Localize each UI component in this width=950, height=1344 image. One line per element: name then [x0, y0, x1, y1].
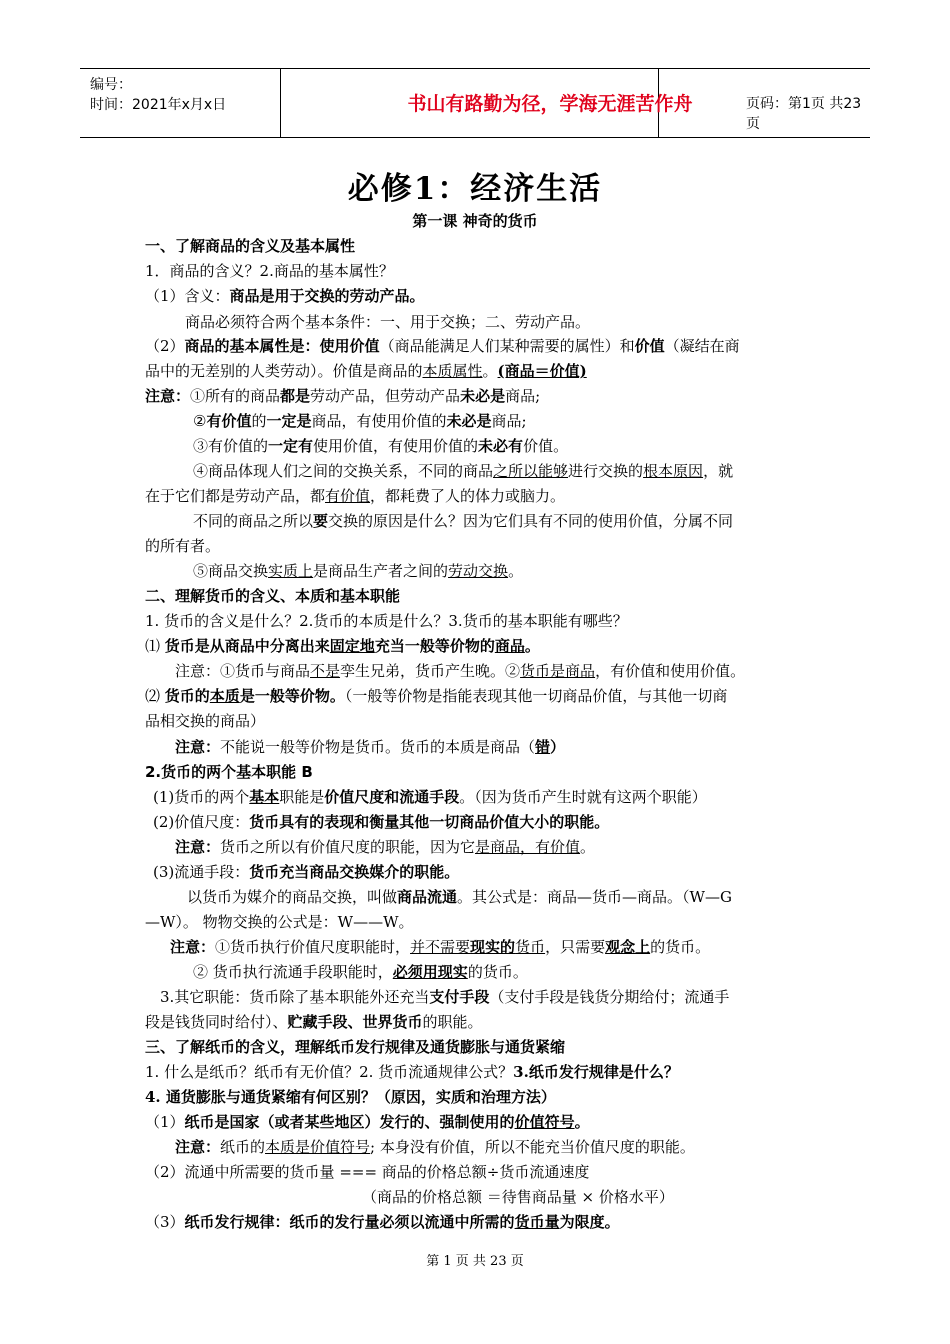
- text-segment: 。: [524, 637, 540, 655]
- text-segment: 3.纸币发行规律是什么？: [513, 1063, 679, 1081]
- text-segment: ②: [193, 412, 207, 430]
- text-segment: 的货币。: [467, 963, 528, 981]
- text-segment: 贮藏手段、世界货币: [287, 1013, 423, 1031]
- text-segment: 3.其它职能：货币除了基本职能外还充当: [160, 988, 430, 1006]
- text-segment: 纸币是国家（或者某些地区）发行的、强制使用的: [184, 1113, 515, 1131]
- text-segment: 根本原因: [643, 462, 704, 480]
- header-page-info: 页码：第1页 共23页: [746, 96, 862, 132]
- text-segment: 注意：: [175, 738, 221, 756]
- text-segment: ①所有的商品: [190, 387, 281, 405]
- text-segment: 商品流通: [397, 888, 458, 906]
- text-segment: 价值尺度和流通手段: [324, 788, 460, 806]
- text-segment: 进行交换的: [568, 462, 644, 480]
- lesson-subtitle: 第一课 神奇的货币: [412, 212, 538, 230]
- text-segment: 注意：: [175, 1138, 221, 1156]
- text-segment: 未必是: [446, 412, 492, 430]
- text-segment: 未必是: [460, 387, 506, 405]
- text-segment: 都是: [280, 387, 311, 405]
- text-line: [175, 1137, 695, 1157]
- text-segment: 。: [482, 362, 498, 380]
- text-segment: 现实: [437, 963, 468, 981]
- text-line: [362, 1187, 674, 1207]
- text-segment: 纸币的: [220, 1138, 266, 1156]
- text-segment: 商品是用于交换的劳动产品。: [229, 287, 425, 305]
- text-line: [193, 561, 523, 581]
- text-segment: 货币是从商品中分离出来: [164, 637, 330, 655]
- text-segment: 为限度。: [559, 1213, 620, 1231]
- page-title: 必修1：经济生活: [347, 171, 603, 207]
- text-segment: 的货币。: [650, 938, 711, 956]
- text-segment: 一定有: [268, 437, 314, 455]
- text-segment: 以货币为媒介的商品交换，叫做: [187, 888, 398, 906]
- text-line: [193, 461, 733, 481]
- text-segment: 使用价值，有使用价值的: [313, 437, 479, 455]
- section-heading: [145, 236, 355, 256]
- text-segment: （支付手段是钱货分期给付；流通手: [489, 988, 730, 1006]
- text-segment: 本质: [209, 687, 240, 705]
- text-segment: 孪生兄弟，货币产生晚。②: [340, 662, 521, 680]
- header-divider: [280, 69, 281, 137]
- text-segment: 注意：: [170, 938, 216, 956]
- text-segment: 本质属性: [422, 362, 483, 380]
- text-segment: 品相交换的商品）: [145, 712, 266, 730]
- text-segment: 错: [535, 738, 551, 756]
- text-segment: 一、了解商品的含义及基本属性: [145, 237, 356, 255]
- text-line: [193, 962, 528, 982]
- text-segment: 本质是价值符号: [265, 1138, 371, 1156]
- text-segment: 注意：: [175, 838, 221, 856]
- text-segment: 并不需要: [410, 938, 471, 956]
- text-segment: 商品的基本属性是：使用价值: [184, 337, 380, 355]
- text-segment: 货币量: [514, 1213, 560, 1231]
- text-segment: ，都耗费了人的体力或脑力。: [370, 487, 566, 505]
- text-segment: 要: [313, 512, 329, 530]
- text-segment: 不能说一般等价物是货币。货币的本质是商品（: [220, 738, 536, 756]
- text-segment: 的所有者。: [145, 537, 221, 555]
- text-segment: 1. 货币的含义是什么？2.货币的本质是什么？3.货币的基本职能有哪些？: [145, 612, 628, 630]
- doc-number-label: 编号：: [90, 77, 132, 93]
- text-segment: （一般等价物是指能表现其他一切商品价值，与其他一切商: [344, 687, 728, 705]
- text-segment: 劳动产品，但劳动产品: [310, 387, 461, 405]
- text-line: [145, 1087, 556, 1107]
- text-segment: 货币: [515, 938, 546, 956]
- text-segment: 的职能。: [422, 1013, 483, 1031]
- text-segment: 实质上: [268, 562, 314, 580]
- text-line: [145, 1012, 483, 1032]
- text-segment: （商品能满足人们某种需要的属性）和: [379, 337, 635, 355]
- text-line: [160, 987, 729, 1007]
- text-segment: ; 本身没有价值，所以不能充当价值尺度的职能。: [370, 1138, 695, 1156]
- text-segment: ，就: [703, 462, 734, 480]
- text-line: [145, 636, 540, 656]
- text-line: [187, 887, 732, 907]
- text-segment: ，有价值和使用价值。: [595, 662, 746, 680]
- text-line: [145, 1062, 679, 1082]
- section-heading: [145, 762, 313, 782]
- text-segment: (1)货币的两个: [153, 788, 250, 806]
- text-line: [145, 536, 220, 556]
- text-segment: 1. 什么是纸币？纸币有无价值？2. 货币流通规律公式？: [145, 1063, 514, 1081]
- text-segment: 商品: [494, 637, 525, 655]
- text-segment: 充当一般等价物的: [374, 637, 495, 655]
- text-segment: ② 货币执行流通手段职能时，: [193, 963, 393, 981]
- text-segment: （2）流通中所需要的货币量 === 商品的价格总额÷货币流通速度: [145, 1163, 590, 1181]
- text-line: [175, 661, 745, 681]
- document-header: [80, 68, 870, 138]
- text-segment: 二、理解货币的含义、本质和基本职能: [145, 587, 401, 605]
- text-segment: 是商品，有价值: [475, 838, 581, 856]
- text-segment: 三、了解纸币的含义，理解纸币发行规律及通货膨胀与通货紧缩: [145, 1038, 566, 1056]
- text-segment: 一定是: [266, 412, 312, 430]
- text-segment: 现实的: [470, 938, 516, 956]
- text-segment: 纸币发行规律：纸币的发行量必须以流通中所需的: [184, 1213, 515, 1231]
- text-line: [193, 411, 527, 431]
- text-segment: 必须用: [392, 963, 438, 981]
- text-segment: 货币的: [164, 687, 210, 705]
- text-line: [145, 711, 265, 731]
- text-segment: ，只需要: [545, 938, 606, 956]
- text-segment: 不是: [310, 662, 341, 680]
- text-line: [145, 1212, 620, 1232]
- text-line: [145, 1162, 589, 1182]
- text-segment: 2.货币的两个基本职能 B: [145, 763, 313, 781]
- text-segment: 段是钱货同时给付）、: [145, 1013, 288, 1031]
- text-segment: 固定地: [329, 637, 375, 655]
- text-line: [145, 336, 740, 356]
- text-line: [145, 386, 540, 406]
- header-motto: 书山有路勤为径，学海无涯苦作舟: [407, 93, 693, 115]
- text-segment: （凝结在商: [664, 337, 740, 355]
- text-segment: —W）。 物物交换的公式是：W——W。: [145, 913, 414, 931]
- text-segment: 价值。: [523, 437, 569, 455]
- text-segment: 不同的商品之所以: [193, 512, 314, 530]
- doc-time-label: 时间：2021年x月x日: [90, 97, 227, 113]
- text-line: [145, 361, 587, 381]
- text-line: [145, 261, 394, 281]
- text-segment: （3）: [145, 1213, 185, 1231]
- text-segment: 货币具有的表现和衡量其他一切商品价值大小的职能。: [249, 813, 610, 831]
- text-segment: 支付手段: [429, 988, 490, 1006]
- page-footer: 第 1 页 共 23 页: [426, 1254, 524, 1269]
- text-segment: 。（因为货币产生时就有这两个职能）: [459, 788, 707, 806]
- text-segment: 在于它们都是劳动产品，都: [145, 487, 326, 505]
- text-segment: 观念上: [605, 938, 651, 956]
- text-segment: ④商品体现人们之间的交换关系，不同的商品: [193, 462, 494, 480]
- text-segment: 基本: [249, 788, 280, 806]
- section-heading: [145, 586, 400, 606]
- text-line: [193, 511, 733, 531]
- text-segment: 商品，有使用价值的: [311, 412, 447, 430]
- text-segment: ①货币执行价值尺度职能时，: [215, 938, 411, 956]
- text-segment: 注意：①货币与商品: [175, 662, 311, 680]
- text-line: [145, 1112, 590, 1132]
- text-segment: 商品;: [505, 387, 541, 405]
- section-heading: [145, 1037, 565, 1057]
- text-segment: 1．商品的含义？2.商品的基本属性？: [145, 262, 394, 280]
- text-line: [145, 912, 414, 932]
- text-segment: 价值: [634, 337, 665, 355]
- text-segment: (3)流通手段：: [153, 863, 250, 881]
- text-segment: （2）: [145, 337, 185, 355]
- header-meta: [90, 75, 226, 115]
- text-line: [193, 436, 568, 456]
- text-segment: ⑴: [145, 637, 165, 655]
- text-segment: 之所以能够: [493, 462, 569, 480]
- text-segment: ）: [550, 738, 566, 756]
- text-segment: 是一般等价物。: [239, 687, 345, 705]
- text-line: [170, 937, 710, 957]
- text-line: [175, 837, 595, 857]
- text-segment: 职能是: [279, 788, 325, 806]
- text-segment: 有价值: [206, 412, 252, 430]
- text-line: [153, 812, 609, 832]
- text-line: [153, 787, 707, 807]
- text-segment: 货币充当商品交换媒介的职能。: [249, 863, 460, 881]
- text-segment: ⑤商品交换: [193, 562, 269, 580]
- text-segment: 。其公式是：商品—货币—商品。（W—G: [457, 888, 732, 906]
- text-segment: 货币之所以有价值尺度的职能，因为它: [220, 838, 476, 856]
- text-segment: 有价值: [325, 487, 371, 505]
- text-segment: 。: [580, 838, 596, 856]
- text-segment: 。: [574, 1113, 590, 1131]
- text-line: [175, 737, 565, 757]
- text-segment: （1）含义：: [145, 287, 230, 305]
- text-segment: 的: [251, 412, 267, 430]
- text-segment: 商品;: [491, 412, 527, 430]
- text-line: [153, 862, 459, 882]
- text-segment: 品中的无差别的人类劳动）。价值是商品的: [145, 362, 423, 380]
- text-segment: 价值符号: [514, 1113, 575, 1131]
- text-line: [185, 312, 590, 332]
- text-segment: （商品的价格总额 ＝待售商品量 × 价格水平）: [362, 1188, 674, 1206]
- text-segment: 劳动交换: [448, 562, 509, 580]
- text-segment: ⑵: [145, 687, 165, 705]
- text-line: [145, 611, 628, 631]
- text-line: [145, 486, 565, 506]
- text-segment: 是商品生产者之间的: [313, 562, 449, 580]
- text-segment: ③有价值的: [193, 437, 269, 455]
- text-line: [145, 286, 425, 306]
- text-segment: 注意：: [145, 387, 191, 405]
- text-segment: 商品必须符合两个基本条件：一、用于交换；二、劳动产品。: [185, 313, 591, 331]
- text-segment: (2)价值尺度：: [153, 813, 250, 831]
- text-segment: 交换的原因是什么？因为它们具有不同的使用价值，分属不同: [328, 512, 734, 530]
- text-segment: （1）: [145, 1113, 185, 1131]
- text-segment: 未必有: [478, 437, 524, 455]
- text-segment: 货币是商品: [520, 662, 596, 680]
- text-segment: 4. 通货膨胀与通货紧缩有何区别？（原因，实质和治理方法）: [145, 1088, 556, 1106]
- text-segment: 。: [508, 562, 524, 580]
- text-segment: (商品＝价值): [497, 362, 587, 380]
- text-line: [145, 686, 727, 706]
